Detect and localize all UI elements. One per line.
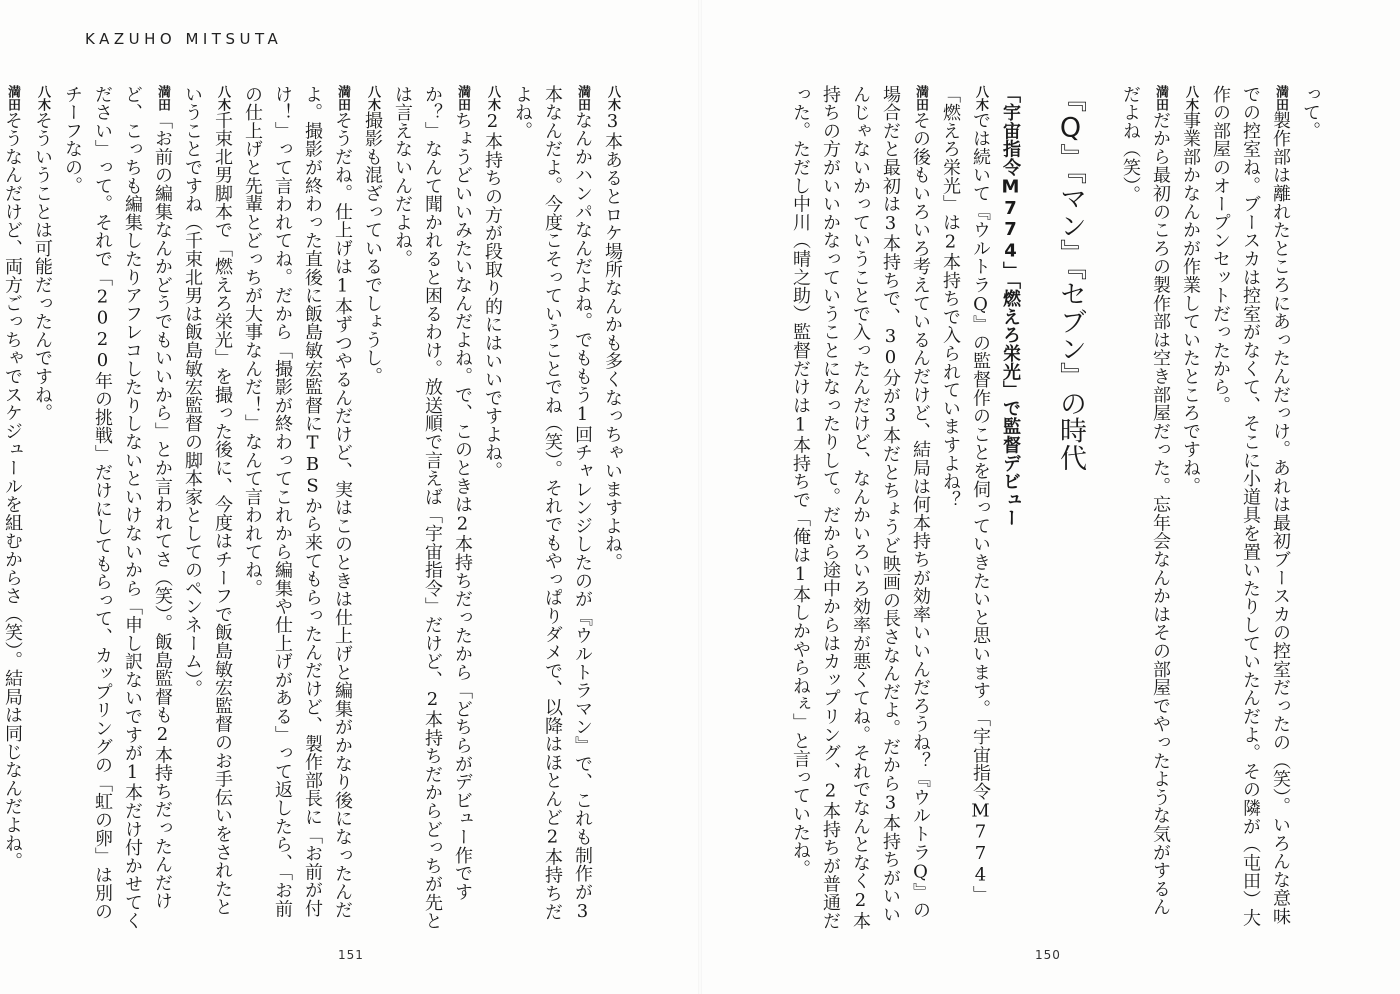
page-number-right: 150 [1035, 948, 1061, 962]
speaker-label: 満田 [335, 85, 350, 111]
speaker-label: 八木 [215, 85, 230, 111]
left-paragraph-4: 満田ちょうどいいみたいなんだよね。で、このときは2本持ちだったから「どちらがデビュー作ですか？」なんて聞かれると困るわけ。放送順で言えば「宇宙指令」だけど、2本持ちだからどっちが先とは言えないんだよね。 [392, 85, 473, 930]
left-paragraph-9: 八木そういうことは可能だったんですね。 [32, 85, 53, 423]
left-paragraph-1: 八木3本あるとロケ場所なんかも多くなっちゃいますよね。 [602, 85, 623, 572]
speaker-label: 満田 [1153, 85, 1168, 111]
speaker-label: 八木 [485, 85, 500, 111]
left-paragraph-2: 満田なんかハンパなんだよね。でももう1回チャレンジしたのが『ウルトラマン』で、これも制作が3本なんだよ。今度こそっていうことでね（笑）。それでもやっぱりダメで、以降はほとんど2本持ちだよね。 [512, 85, 593, 923]
section-title: 『Q』『マン』『セブン』の時代 [1055, 85, 1086, 472]
right-paragraph-4: 満田だから最初のころの製作部は空き部屋だった。忘年会なんかはその部屋でやったような気がするんだよね（笑）。 [1120, 85, 1171, 917]
speaker-label: 八木 [35, 85, 50, 111]
right-paragraph-1: って。 [1300, 85, 1321, 140]
right-paragraph-2: 満田製作部は離れたところにあったんだっけ。あれは最初ブースカの控室だったの（笑）。いろんな意味での控室ね。ブースカは控室がなくて、そこに小道具を置いたりしていたんだよ。その隣が（屯田）大作の部屋のオープンセットだったから。 [1210, 85, 1291, 927]
speaker-label: 満田 [1273, 85, 1288, 111]
left-page-body [2, 85, 627, 930]
page-number-left: 151 [338, 948, 364, 962]
speaker-label: 満田 [155, 85, 170, 111]
speaker-label: 満田 [575, 85, 590, 111]
left-paragraph-10: 満田そうなんだけど、両方ごっちゃでスケジュールを組むからさ（笑）。結局は同じなんだよね。 [2, 85, 23, 871]
speaker-label: 満田 [455, 85, 470, 111]
left-paragraph-8: 満田「お前の編集なんかどうでもいいから」とか言われてさ（笑）。飯島監督も2本持ちだったんだけど、こっちも編集したりアフレコしたりしないといけないから「申し訳ないですが1本だけ付かせてください」って。それで「2020年の挑戦」だけにしてもらって、カップリングの「虹の卵」は別のチーフなの。 [62, 85, 173, 930]
speaker-label: 満田 [5, 85, 20, 111]
right-paragraph-3: 八木事業部かなんかが作業していたところですね。 [1180, 85, 1201, 496]
left-paragraph-3: 八木2本持ちの方が段取り的にはいいですよね。 [482, 85, 503, 480]
speaker-label: 満田 [913, 85, 928, 111]
subsection-title: 「宇宙指令M774」「燃えろ栄光」で監督デビュー [1000, 85, 1021, 528]
right-paragraph-5: 八木では続いて『ウルトラQ』の監督作のことを伺っていきたいと思います。「宇宙指令M774」「燃えろ栄光」は2本持ちで入られていますよね？ [940, 85, 991, 904]
left-paragraph-7: 八木千束北男脚本で「燃えろ栄光」を撮った後に、今度はチーフで飯島敏宏監督のお手伝いをされたということですね（千束北男は飯島敏宏監督の脚本家としてのペンネーム）。 [182, 85, 233, 917]
running-head: KAZUHO MITSUTA [85, 30, 283, 48]
right-page-body [780, 85, 1325, 930]
right-paragraph-6: 満田その後もいろいろ考えているんだけど、結局は何本持ちが効率いいんだろうね？『ウルトラQ』の場合だと最初は3本持ちで、30分が3本だとちょうど映画の長さなんだよ。だから3本持ちがいいんじゃないかっていうことで入ったんだけど、なんかいろいろ効率が悪くてね。それでなんとなく2本持ちの方がいいかなっていうことになったりして。だから途中からはカップリング、2本持ちが普通だった。ただし中川（晴之助）監督だけは1本持ちで「俺は1本しかやらねぇ」と言っていたね。 [790, 85, 931, 930]
left-paragraph-6: 満田そうだね。仕上げは1本ずつやるんだけど、実はこのときは仕上げと編集がかなり後になったんだよ。撮影が終わった直後に飯島敏宏監督にTBSから来てもらったんだけど、製作部長に「お前が付け！」って言われてね。だから「撮影が終わってこれから編集や仕上げがある」って返したら、「お前の仕上げと先輩とどっちが大事なんだ！」なんて言われてね。 [242, 85, 353, 920]
left-paragraph-5: 八木撮影も混ざっているでしょうし。 [362, 85, 383, 386]
speaker-label: 八木 [1183, 85, 1198, 111]
speaker-label: 八木 [973, 85, 988, 111]
page-gutter [698, 0, 702, 994]
speaker-label: 八木 [605, 85, 620, 111]
speaker-label: 八木 [365, 85, 380, 111]
